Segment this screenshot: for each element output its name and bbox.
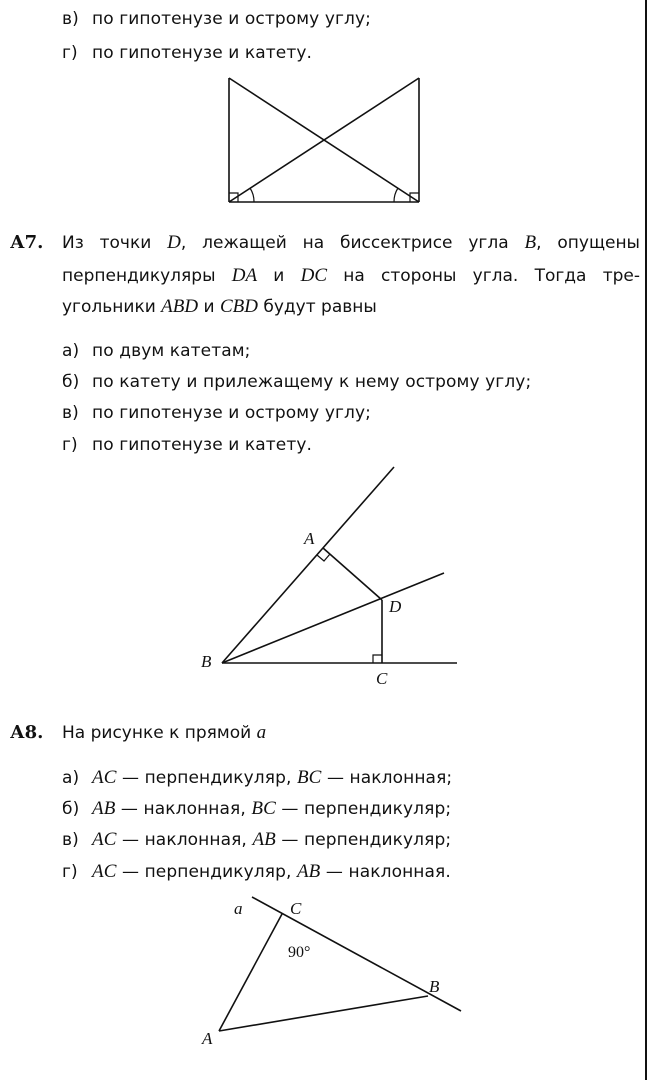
segment-AC [219, 914, 282, 1031]
a8-option-b: б) AB — наклонная, BC — перпендикуляр; [62, 798, 452, 819]
label-C: C [376, 669, 388, 688]
question-number-a7: А7. [10, 232, 44, 253]
a8-option-a: а) AC — перпендикуляр, BC — наклонная; [62, 767, 453, 788]
label-A: A [202, 1029, 213, 1048]
a8-question-text: На рисунке к прямой a [62, 722, 267, 743]
label-angle-90: 90° [288, 944, 311, 961]
a7-option-a: а) по двум катетам; [62, 341, 251, 361]
page-edge-rule [645, 0, 647, 1080]
question-number-a8: А8. [10, 722, 44, 743]
a7-text-line-3: угольники ABD и CBD будут равны [62, 296, 377, 317]
a7-option-g: г) по гипотенузе и катету. [62, 435, 313, 455]
a8-option-g: г) AC — перпендикуляр, AB — наклонная. [62, 861, 451, 882]
label-A: A [304, 529, 315, 548]
option-g-top: г) по гипотенузе и катету. [62, 43, 313, 63]
a7-option-v: в) по гипотенузе и острому углу; [62, 403, 371, 423]
a8-option-v: в) AC — наклонная, AB — перпендикуляр; [62, 829, 452, 850]
label-line-a: a [234, 899, 243, 918]
segment-AB [219, 996, 428, 1031]
option-v-top: в) по гипотенузе и острому углу; [62, 9, 371, 29]
a7-option-b: б) по катету и прилежащему к нему острому углу; [62, 372, 532, 392]
label-D: D [389, 597, 402, 616]
label-B: B [429, 977, 440, 996]
label-B: B [201, 652, 212, 671]
a7-text-line-1: Из точки D, лежащей на биссектрисе угла B, опущены [62, 232, 640, 253]
a7-text-line-2: перпендикуляры DA и DC на стороны угла. Тогда тре- [62, 265, 640, 286]
label-C: C [290, 899, 302, 918]
